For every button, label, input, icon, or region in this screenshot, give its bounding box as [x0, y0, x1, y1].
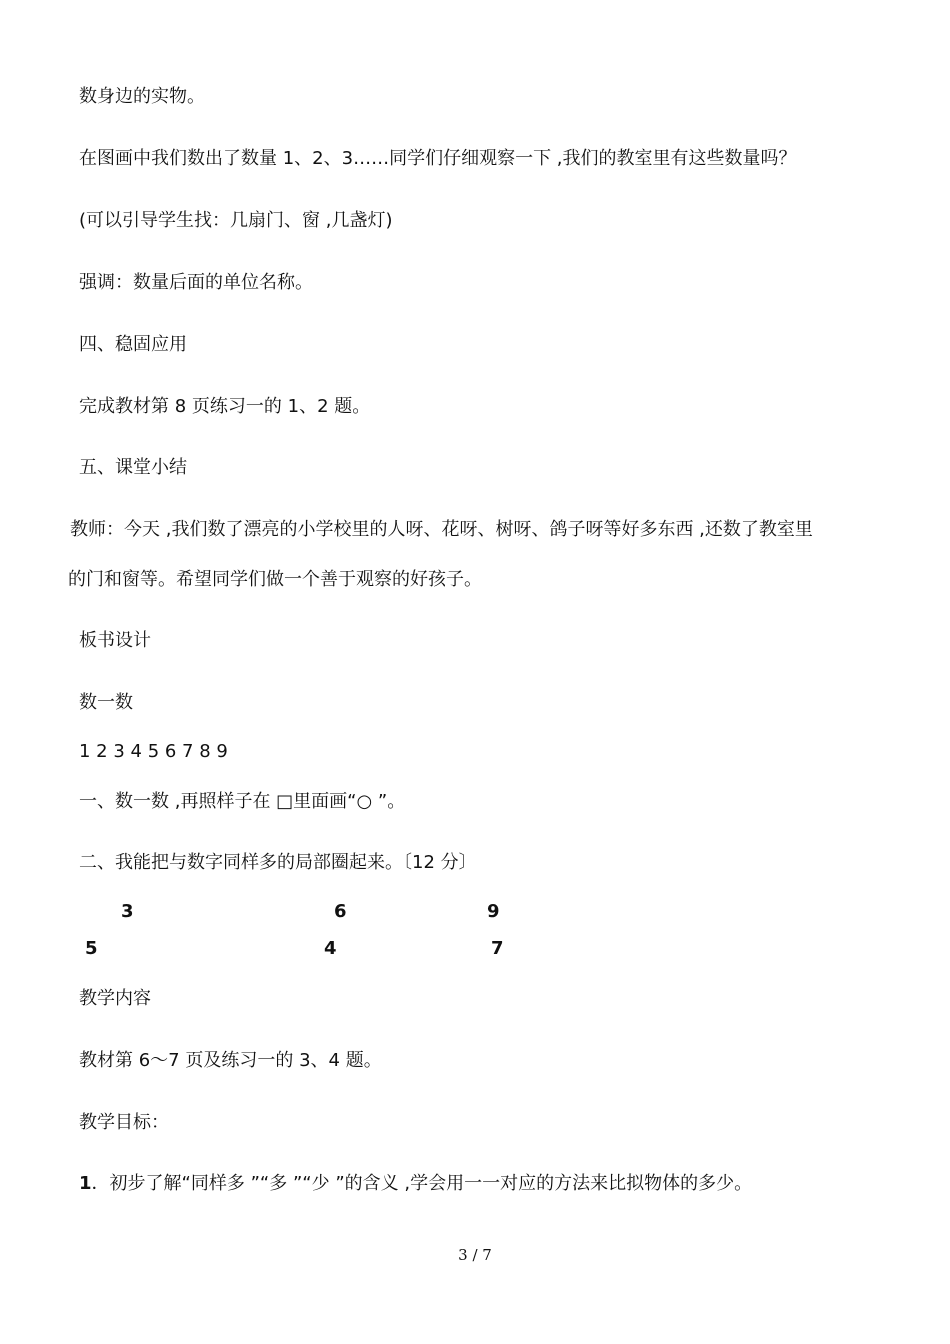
paragraph: 完成教材第 8 页练习一的 1、2 题。	[79, 396, 371, 417]
section-heading: 五、课堂小结	[79, 457, 187, 478]
section-heading: 教学目标：	[79, 1112, 169, 1133]
exercise-number: 7	[491, 938, 504, 959]
exercise-instruction: 一、数一数 ,再照样子在 □里面画“○ ”。	[79, 791, 406, 812]
exercise-number: 5	[85, 938, 98, 959]
exercise-number: 3	[121, 901, 134, 922]
paragraph: 的门和窗等。希望同学们做一个善于观察的好孩子。	[68, 569, 482, 590]
section-heading: 板书设计	[79, 630, 151, 651]
paragraph: 在图画中我们数出了数量 1、2、3……同学们仔细观察一下 ,我们的教室里有这些数量吗？	[79, 148, 797, 169]
paragraph: (可以引导学生找：几扇门、窗 ,几盏灯)	[79, 210, 393, 231]
paragraph: 教材第 6～7 页及练习一的 3、4 题。	[79, 1050, 382, 1071]
section-heading: 四、稳固应用	[79, 334, 187, 355]
paragraph: 数身边的实物。	[79, 86, 205, 107]
section-heading: 教学内容	[79, 988, 151, 1009]
paragraph: 教师：今天 ,我们数了漂亮的小学校里的人呀、花呀、树呀、鸽子呀等好多东西 ,还数了教室里	[70, 519, 813, 540]
paragraph: 强调：数量后面的单位名称。	[79, 272, 313, 293]
page-number: 3 / 7	[458, 1246, 492, 1264]
objective-index: 1	[79, 1173, 92, 1194]
objective-text: ．初步了解“同样多 ”“多 ”“少 ”的含义 ,学会用一一对应的方法来比拟物体的多少。	[91, 1173, 753, 1194]
objective-item	[79, 1172, 752, 1196]
paragraph: 数一数	[79, 692, 133, 713]
exercise-number: 9	[487, 901, 500, 922]
exercise-instruction: 二、我能把与数字同样多的局部圈起来。〔12 分〕	[79, 852, 477, 873]
exercise-number: 4	[324, 938, 337, 959]
number-sequence: 1 2 3 4 5 6 7 8 9	[79, 741, 228, 762]
exercise-number: 6	[334, 901, 347, 922]
